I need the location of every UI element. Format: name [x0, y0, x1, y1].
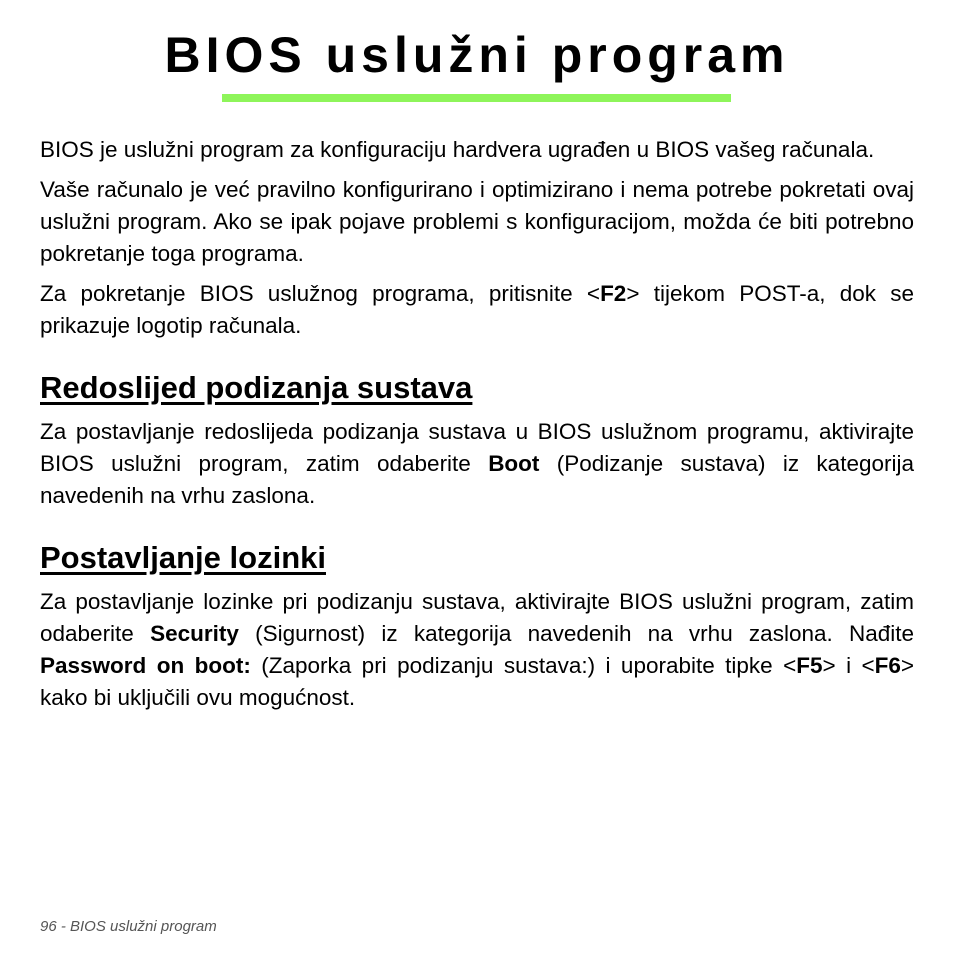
password-text-4: > i < [822, 653, 875, 678]
security-term: Security [150, 621, 239, 646]
password-paragraph [40, 586, 914, 714]
password-on-boot-term: Password on boot: [40, 653, 251, 678]
password-text-5: > kako bi uključili ovu mogućnost. [40, 653, 915, 710]
intro-paragraph-3 [40, 278, 914, 342]
f2-key: F2 [600, 281, 627, 306]
boot-order-paragraph [40, 416, 914, 512]
intro-paragraph-1: BIOS je uslužni program za konfiguraciju hardvera ugrađen u BIOS vašeg računala. [40, 137, 875, 162]
boot-text-end: (Podizanje sustava) iz kategorija navedenih na vrhu zaslona. [40, 451, 914, 508]
password-text-3: (Zaporka pri podizanju sustava:) i uporabite tipke < [250, 653, 797, 678]
page-footer: 96 - BIOS uslužni program [40, 918, 217, 935]
boot-order-heading: Redoslijed podizanja sustava [40, 370, 473, 405]
boot-term: Boot [488, 451, 540, 476]
page-content [40, 134, 914, 722]
intro-paragraph-2: Vaše računalo je već pravilno konfigurirano i optimizirano i nema potrebe pokretati ovaj uslužni program. Ako se ipak pojave problemi s konfiguracijom, možda će biti potrebno pokretanje toga programa. [40, 177, 914, 266]
password-text-1: Za postavljanje lozinke pri podizanju sustava, aktivirajte BIOS uslužni program, zatim odaberite [40, 589, 914, 646]
f5-key: F5 [796, 653, 823, 678]
title-underline [222, 94, 731, 102]
page-title: BIOS uslužni program [164, 27, 790, 83]
f6-key: F6 [874, 653, 901, 678]
password-text-2: (Sigurnost) iz kategorija navedenih na vrhu zaslona. Nađite [238, 621, 915, 646]
intro-p3-text-end: > tijekom POST-a, dok se prikazuje logotip računala. [40, 281, 915, 338]
password-heading: Postavljanje lozinki [40, 540, 326, 575]
intro-p3-text-start: Za pokretanje BIOS uslužnog programa, pritisnite < [40, 281, 601, 306]
boot-text-start: Za postavljanje redoslijeda podizanja sustava u BIOS uslužnom programu, aktivirajte BIOS uslužni program, zatim odaberite [40, 419, 914, 476]
